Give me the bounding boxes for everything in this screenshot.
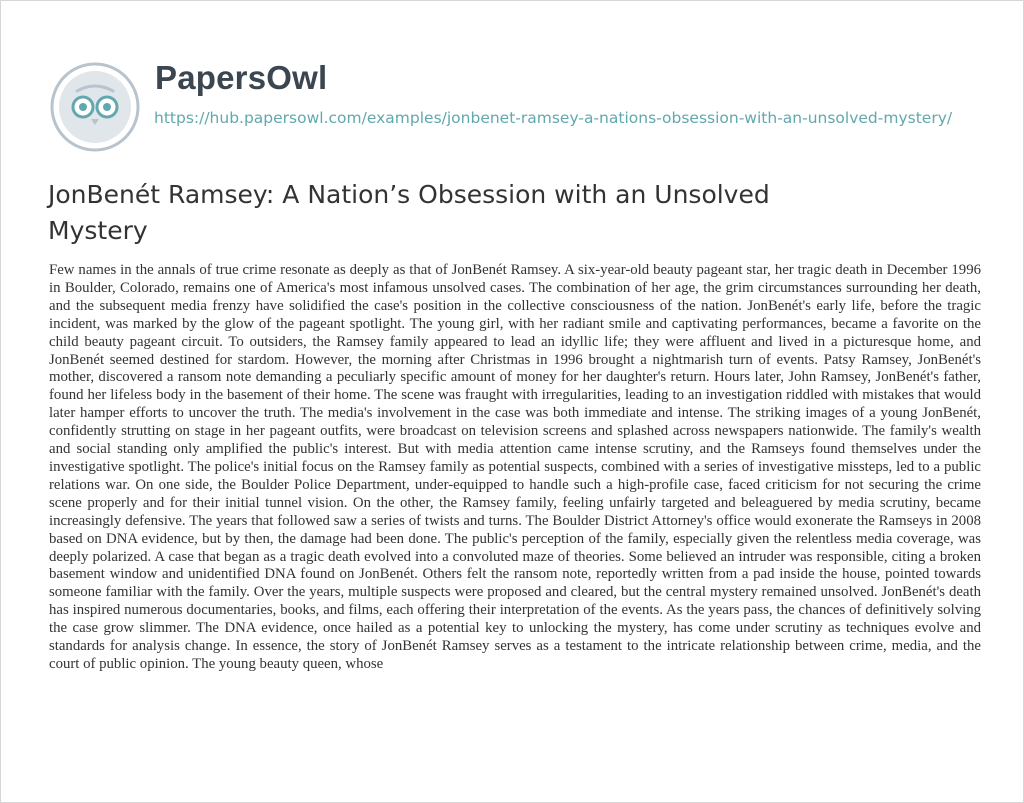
source-url-link[interactable]: https://hub.papersowl.com/examples/jonbenet-ramsey-a-nations-obsession-with-an-unsolved-mystery/: [154, 109, 953, 127]
brand-name: PapersOwl: [155, 59, 328, 96]
article-body: Few names in the annals of true crime resonate as deeply as that of JonBenét Ramsey. A six-year-old beauty pageant star, her tragic death in December 1996 in Boulder, Colorado, remains one of America's most infamous unsolved cases. The combination of her age, the grim circumstances surrounding her death, and the subsequent media frenzy have solidified the case's position in the collective consciousness of the nation. JonBenét's early life, before the tragic incident, was marked by the glow of the pageant spotlight. The young girl, with her radiant smile and captivating performances, became a favorite on the child beauty pageant circuit. To outsiders, the Ramsey family appeared to lead an idyllic life; they were affluent and lived in a picturesque home, and JonBenét seemed destined for stardom. However, the morning after Christmas in 1996 brought a nightmarish turn of events. Patsy Ramsey, JonBenét's mother, discovered a ransom note demanding a peculiarly specific amount of money for her daughter's return. Hours later, John Ramsey, JonBenét's father, found her lifeless body in the basement of their home. The scene was fraught with irregularities, leading to an investigation riddled with mistakes that would later hamper efforts to uncover the truth. The media's involvement in the case was both immediate and intense. The striking images of a young JonBenét, confidently strutting on stage in her pageant outfits, were broadcast on television screens and splashed across newspapers nationwide. The family's wealth and social standing only amplified the public's interest. But with media attention came intense scrutiny, and the Ramseys found themselves under the investigative spotlight. The police's initial focus on the Ramsey family as potential suspects, combined with a series of investigative missteps, led to a public relations war. On one side, the Boulder Police Department, under-equipped to handle such a high-profile case, faced criticism for not securing the crime scene properly and for their initial tunnel vision. On the other, the Ramsey family, feeling unfairly targeted and beleaguered by media scrutiny, became increasingly defensive. The years that followed saw a series of twists and turns. The Boulder District Attorney's office would exonerate the Ramseys in 2008 based on DNA evidence, but by then, the damage had been done. The public's perception of the family, especially given the relentless media coverage, was deeply polarized. A case that began as a tragic death evolved into a convoluted maze of theories. Some believed an intruder was responsible, citing a broken basement window and unidentified DNA found on JonBenét. Others felt the ransom note, reportedly written from a pad inside the house, pointed towards someone familiar with the family. Over the years, multiple suspects were proposed and cleared, but the central mystery remained unsolved. JonBenét's death has inspired numerous documentaries, books, and films, each offering their interpretation of the events. As the years pass, the chances of definitively solving the case grow slimmer. The DNA evidence, once hailed as a potential key to unlocking the mystery, has come under scrutiny as techniques evolve and standards for analysis change. In essence, the story of JonBenét Ramsey serves as a testament to the intricate relationship between crime, media, and the court of public opinion. The young beauty queen, whose: [49, 262, 981, 672]
header: [49, 41, 1009, 156]
page-title: JonBenét Ramsey: A Nation’s Obsession with an Unsolved Mystery: [48, 180, 770, 245]
owl-logo-icon: [49, 61, 141, 153]
